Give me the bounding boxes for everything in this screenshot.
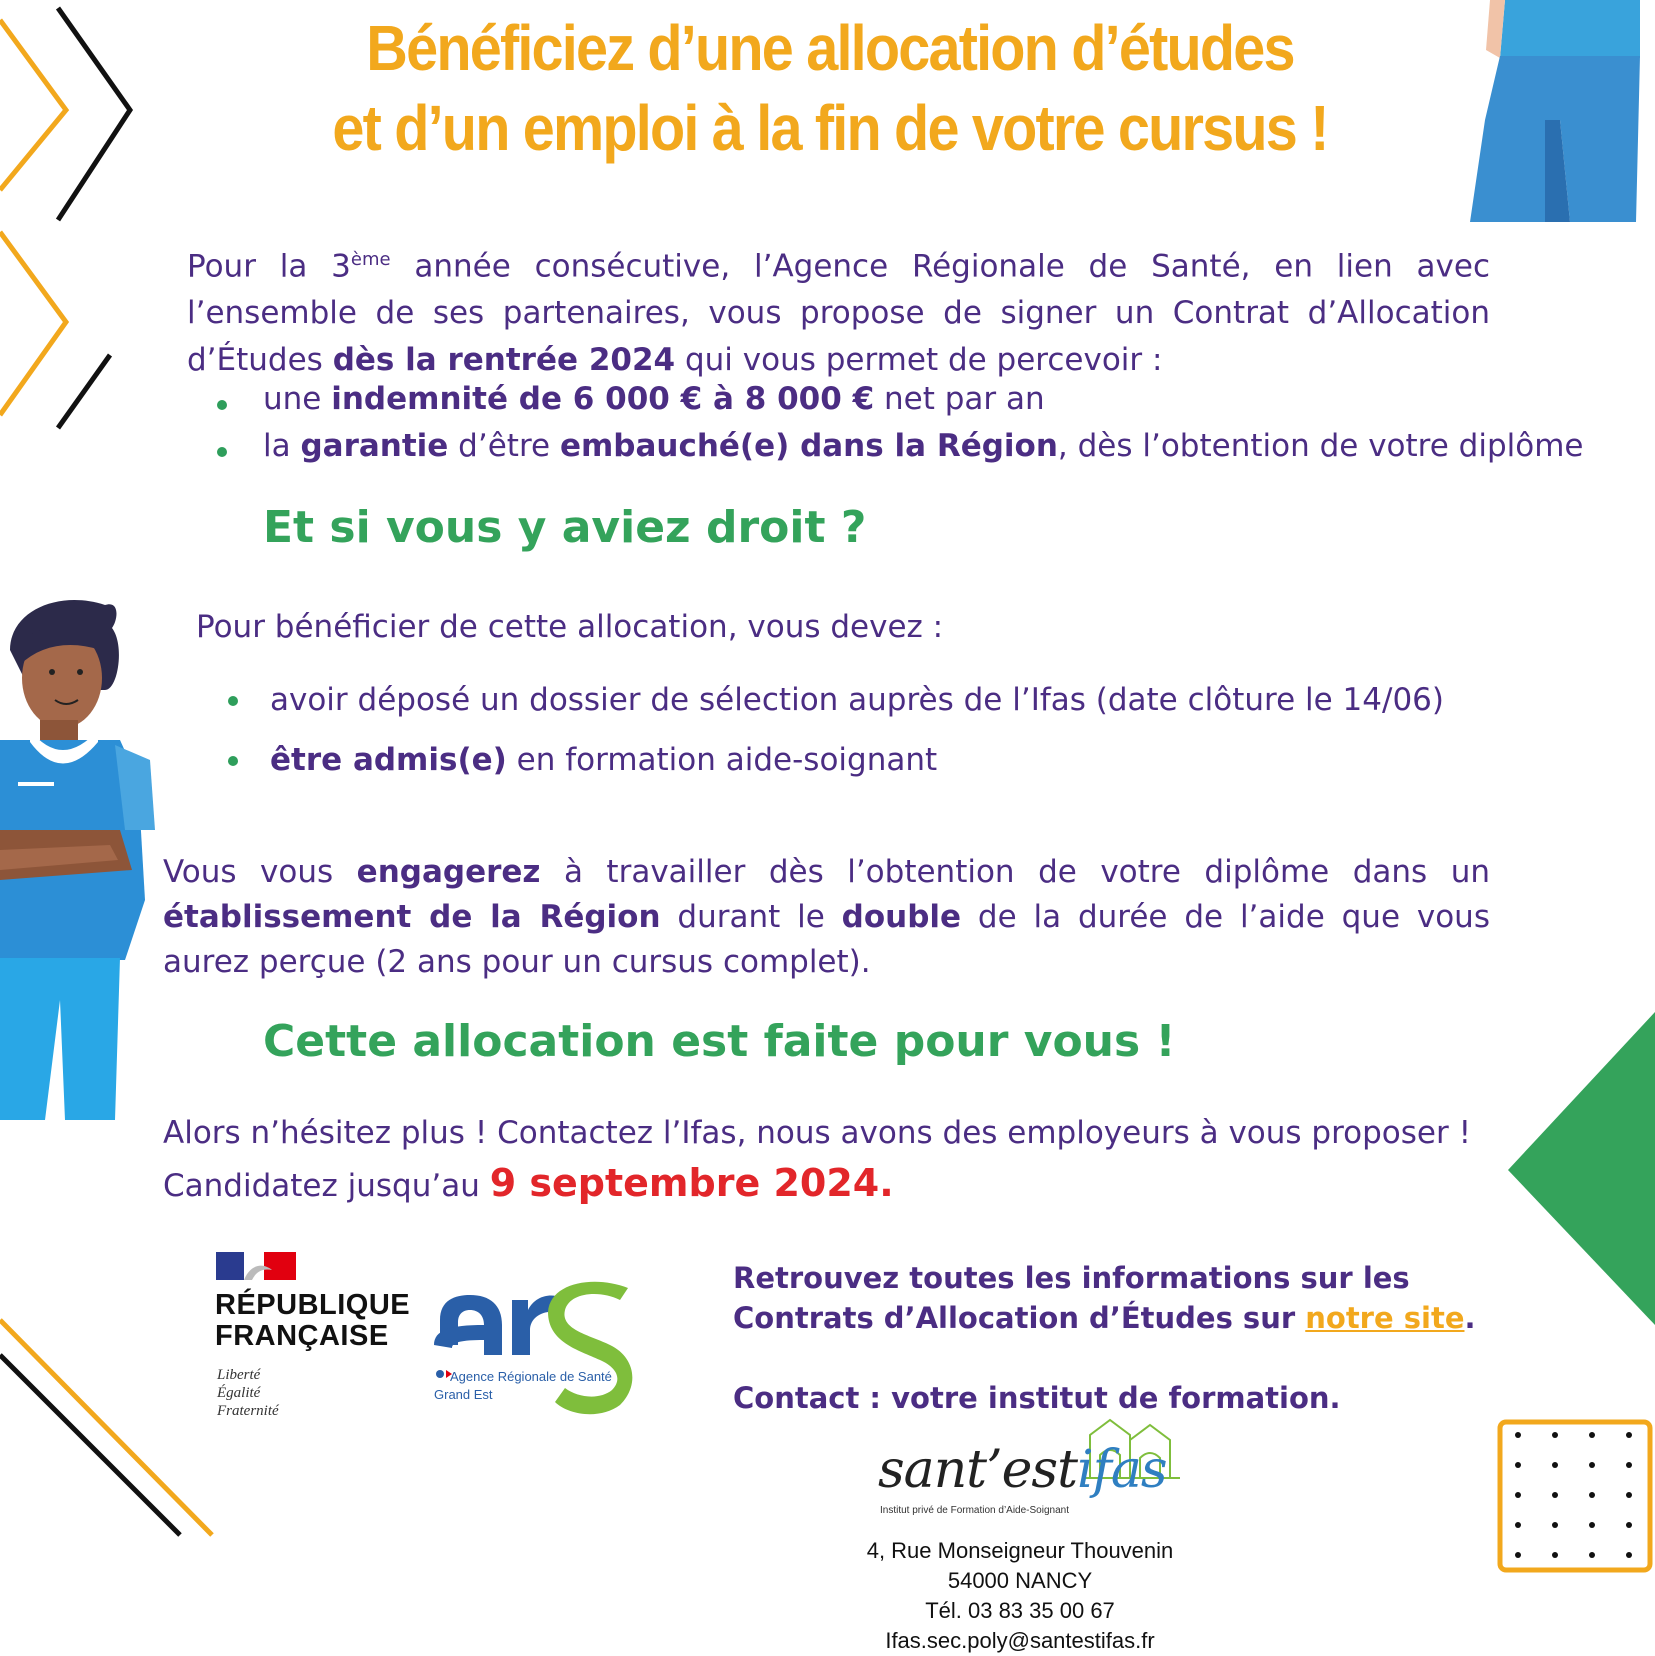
grid-dot (1515, 1552, 1521, 1558)
heading-eligibility: Et si vous y aviez droit ? (263, 502, 867, 553)
commitment-text-2: à travailler dès l’obtention de votre diplôme dans un (540, 854, 1490, 890)
title-line-1: Bénéficiez d’une allocation d’études (366, 12, 1294, 84)
address-phone: Tél. 03 83 35 00 67 (925, 1598, 1115, 1623)
commitment-bold-3: double (841, 899, 962, 935)
info-line-2-suffix: . (1464, 1301, 1476, 1335)
grid-dot (1552, 1462, 1558, 1468)
address-email[interactable]: Ifas.sec.poly@santestifas.fr (885, 1628, 1155, 1653)
contact-line: Contact : votre institut de formation. (733, 1381, 1341, 1415)
benefit1-bold: indemnité de 6 000 € à 8 000 € (331, 381, 875, 417)
santest-tagline: Institut privé de Formation d’Aide-Soignant (880, 1505, 1069, 1516)
grid-dot (1589, 1552, 1595, 1558)
ars-logo-caption (434, 1368, 612, 1404)
grid-dot (1626, 1522, 1632, 1528)
grid-dot (1515, 1522, 1521, 1528)
rf-line-2: FRANÇAISE (215, 1320, 389, 1352)
grid-dot (1515, 1462, 1521, 1468)
grid-dot (1626, 1552, 1632, 1558)
benefit2-text-1: la (263, 428, 301, 464)
black-diagonal-bottom (0, 1355, 180, 1535)
commitment-text-3: durant le (660, 899, 842, 935)
intro-text-1: Pour la 3 (187, 248, 351, 285)
benefit-item-indemnity (263, 376, 1583, 423)
main-title (230, 8, 1430, 168)
grid-dot (1589, 1492, 1595, 1498)
intro-text-3: qui vous permet de percevoir : (675, 342, 1163, 379)
info-block (733, 1258, 1476, 1418)
title-line-2: et d’un emploi à la fin de votre cursus ! (332, 92, 1328, 164)
commitment-text-1: Vous vous (163, 854, 357, 890)
address-street: 4, Rue Monseigneur Thouvenin (866, 1538, 1174, 1563)
notre-site-link[interactable]: notre site (1305, 1301, 1465, 1335)
cta-line-2 (163, 1158, 1490, 1211)
figure-top-right (1470, 0, 1640, 222)
condition-item-dossier (270, 670, 1444, 730)
grid-dot (1626, 1462, 1632, 1468)
rf-line-1: RÉPUBLIQUE (215, 1289, 411, 1321)
grid-dot (1552, 1432, 1558, 1438)
benefit2-text-2: d’être (448, 428, 560, 464)
ifas-wordmark: ifas (1076, 1440, 1167, 1500)
bullet-dot-icon (228, 696, 238, 706)
intro-text-2: année consécutive, l’Agence Régionale de Santé, en lien avec l’ensemble de ses partenaires, vous propose de signer un Contrat d’Allocation d’Études (187, 248, 1490, 379)
rf-motto-2: Égalité (217, 1385, 261, 1401)
nurse-figure-left (0, 600, 155, 1120)
grid-dot (1589, 1522, 1595, 1528)
condition-item-admission (270, 730, 1444, 790)
info-line-2-prefix: Contrats d’Allocation d’Études sur (733, 1301, 1306, 1335)
conditions-intro: Pour bénéficier de cette allocation, vous devez : (196, 609, 944, 645)
info-line-2 (733, 1298, 1476, 1338)
grid-dot (1589, 1462, 1595, 1468)
intro-superscript: ème (350, 249, 391, 270)
commitment-bold-2: établissement de la Région (163, 899, 661, 935)
grid-dot (1589, 1432, 1595, 1438)
benefit1-text-2: net par an (874, 381, 1045, 417)
benefit2-bold-2: embauché(e) dans la Région (559, 428, 1058, 464)
grid-dot (1552, 1522, 1558, 1528)
intro-bold-date: dès la rentrée 2024 (332, 342, 676, 379)
dot-grid (1515, 1432, 1632, 1558)
address-city: 54000 NANCY (947, 1568, 1093, 1593)
rf-motto-3: Fraternité (217, 1403, 279, 1419)
benefit-item-guarantee (263, 423, 1583, 470)
grid-dot (1552, 1492, 1558, 1498)
commitment-bold-1: engagerez (356, 854, 541, 890)
cta-prefix: Candidatez jusqu’au (163, 1168, 490, 1204)
address-block (760, 1536, 1280, 1656)
chevron-orange-top (0, 20, 66, 190)
intro-paragraph (187, 236, 1490, 384)
black-stroke-mid (58, 355, 110, 428)
commitment-paragraph (163, 850, 1490, 985)
orange-diagonal-bottom (0, 1320, 212, 1535)
rf-flag-icon (216, 1252, 296, 1280)
grid-dot (1626, 1492, 1632, 1498)
deadline-date: 9 septembre 2024. (489, 1161, 894, 1205)
rf-motto-1: Liberté (217, 1367, 261, 1383)
commitment-text-4: de la durée de l’aide que vous aurez perçue (2 ans pour un cursus complet). (163, 899, 1490, 980)
bullet-dot-icon (228, 756, 238, 766)
benefit2-text-3: , dès l’obtention de votre diplôme (1057, 428, 1584, 464)
rf-motto (217, 1366, 279, 1420)
santest-wordmark: sant’est (878, 1440, 1077, 1500)
benefit1-text-1: une (263, 381, 332, 417)
grid-dot (1515, 1432, 1521, 1438)
condition2-text: en formation aide-soignant (506, 742, 938, 778)
condition1-text: avoir déposé un dossier de sélection auprès de l’Ifas (date clôture le 14/06) (270, 682, 1444, 718)
santest-ifas-logo (878, 1440, 1167, 1500)
condition2-bold: être admis(e) (270, 742, 507, 778)
cta-paragraph (163, 1108, 1490, 1211)
republique-francaise-wordmark (215, 1290, 410, 1352)
chevron-black-top (58, 8, 130, 220)
grid-dot (1626, 1432, 1632, 1438)
info-line-1: Retrouvez toutes les informations sur les (733, 1261, 1410, 1295)
conditions-list (270, 670, 1444, 790)
bullet-dot-icon (217, 447, 227, 457)
grid-dot (1515, 1492, 1521, 1498)
benefit2-bold-1: garantie (300, 428, 449, 464)
ars-sub-2: Grand Est (434, 1387, 493, 1402)
ars-sub-1: Agence Régionale de Santé (450, 1369, 612, 1384)
cta-line-1: Alors n’hésitez plus ! Contactez l’Ifas, nous avons des employeurs à vous proposer ! (163, 1115, 1472, 1151)
heading-for-you: Cette allocation est faite pour vous ! (263, 1016, 1176, 1067)
benefits-list (263, 376, 1583, 470)
grid-dot (1552, 1552, 1558, 1558)
bullet-dot-icon (217, 400, 227, 410)
green-triangle (1508, 1012, 1655, 1325)
chevron-orange-mid (0, 232, 66, 415)
